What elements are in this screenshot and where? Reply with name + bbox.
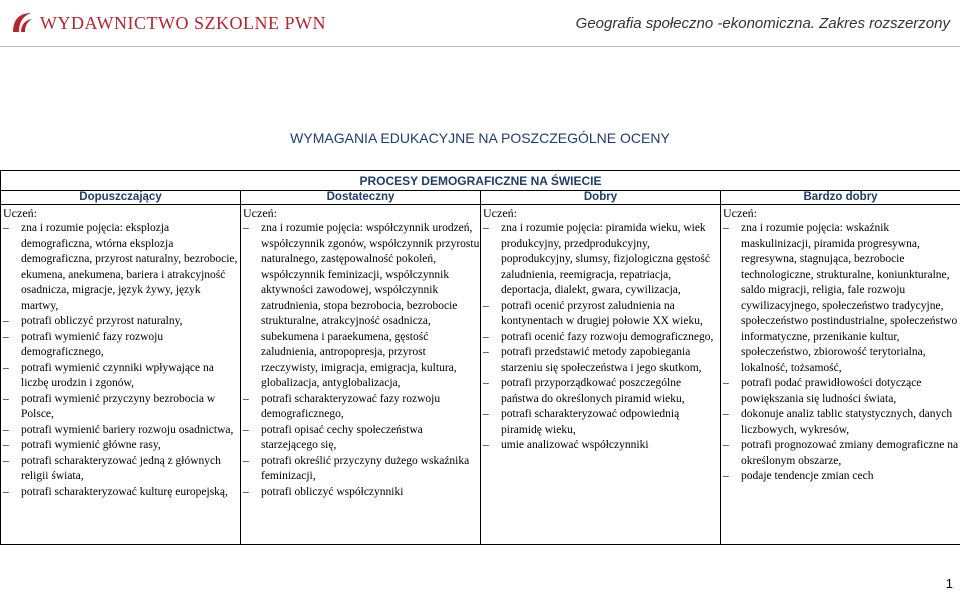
page-header — [0, 0, 960, 50]
list-item: – potrafi scharakteryzować jedną z głównych religii świata, — [1, 454, 240, 485]
publisher-name: WYDAWNICTWO SZKOLNE PWN — [40, 13, 327, 33]
list-item: – potrafi wymienić główne rasy, — [1, 438, 240, 454]
grade-header-dopuszczajacy: Dopuszczający — [1, 191, 241, 205]
list-item: – potrafi wymienić fazy rozwoju demograficznego, — [1, 330, 240, 361]
list-item: – potrafi opisać cechy społeczeństwa starzejącego się, — [241, 423, 480, 454]
column-bardzo-dobry — [721, 205, 960, 545]
list-item: – potrafi wymienić przyczyny bezrobocia w Polsce, — [1, 392, 240, 423]
book-title: Geografia społeczno -ekonomiczna. Zakres rozszerzony — [575, 15, 950, 32]
column-dopuszczajacy — [1, 205, 241, 545]
list-item: – zna i rozumie pojęcia: wskaźnik maskulinizacji, piramida progresywna, regresywna, stagnująca, bezrobocie technologiczne, strukturalne, koniunkturalne, saldo migracji, religia, fale rozwoju cywilizacyjnego, społeczeństwo tradycyjne, społeczeństwo postindustrialne, społeczeństwo informatyczne, przenikanie kultur, społeczeństwo, zbiorowość terytorialna, lokalność, tożsamość, — [721, 221, 960, 376]
list-item: – potrafi obliczyć współczynniki — [241, 485, 480, 501]
list-item: – potrafi przedstawić metody zapobiegania starzeniu się społeczeństwa i jego skutkom, — [481, 345, 720, 376]
list-item: – potrafi przyporządkować poszczególne państwa do określonych piramid wieku, — [481, 376, 720, 407]
list-item: – potrafi wymienić czynniki wpływające na liczbę urodzin i zgonów, — [1, 361, 240, 392]
list-item: – potrafi ocenić przyrost zaludnienia na kontynentach w drugiej połowie XX wieku, — [481, 299, 720, 330]
header-divider — [0, 46, 960, 47]
requirements-table — [0, 170, 960, 545]
grade-header-dostateczny: Dostateczny — [241, 191, 481, 205]
page-number: 1 — [945, 576, 953, 591]
document-title: WYMAGANIA EDUKACYJNE NA POSZCZEGÓLNE OCENY — [290, 130, 670, 146]
column-intro: Uczeń: — [483, 206, 517, 220]
grade-header-dobry: Dobry — [481, 191, 721, 205]
column-intro: Uczeń: — [723, 206, 757, 220]
list-item: – umie analizować współczynniki — [481, 438, 720, 454]
requirement-list — [481, 221, 720, 454]
section-title: PROCESY DEMOGRAFICZNE NA ŚWIECIE — [1, 171, 960, 191]
list-item: – dokonuje analiz tablic statystycznych, danych liczbowych, wykresów, — [721, 407, 960, 438]
list-item: – potrafi wymienić bariery rozwoju osadnictwa, — [1, 423, 240, 439]
list-item: – potrafi ocenić fazy rozwoju demograficznego, — [481, 330, 720, 346]
column-intro: Uczeń: — [243, 206, 277, 220]
list-item: – zna i rozumie pojęcia: eksplozja demograficzna, wtórna eksplozja demograficzna, przyrost naturalny, bezrobocie, ekumena, anekumena, bariera i atrakcyjność osadnicza, migracje, język żywy, język martwy, — [1, 221, 240, 314]
column-intro: Uczeń: — [3, 206, 37, 220]
list-item: – potrafi prognozować zmiany demograficzne na określonym obszarze, — [721, 438, 960, 469]
list-item: – potrafi scharakteryzować fazy rozwoju demograficznego, — [241, 392, 480, 423]
list-item: – zna i rozumie pojęcia: współczynnik urodzeń, współczynnik zgonów, współczynnik przyrostu naturalnego, zastępowalność pokoleń, współczynnik feminizacji, współczynnik aktywności zawodowej, współczynnik zatrudnienia, stopa bezrobocia, bezrobocie strukturalne, atrakcyjność osadnicza, subekumena i paraekumena, gęstość zaludnienia, antropopresja, przyrost rzeczywisty, imigracja, emigracja, kultura, globalizacja, antyglobalizacja, — [241, 221, 480, 392]
requirement-list — [241, 221, 480, 500]
list-item: – podaje tendencje zmian cech — [721, 469, 960, 485]
list-item: – potrafi scharakteryzować odpowiednią piramidę wieku, — [481, 407, 720, 438]
grade-header-bardzo-dobry: Bardzo dobry — [721, 191, 960, 205]
pwn-logo-icon — [9, 10, 35, 36]
requirement-list — [1, 221, 240, 500]
list-item: – potrafi obliczyć przyrost naturalny, — [1, 314, 240, 330]
grade-header-row — [1, 191, 960, 205]
column-dobry — [481, 205, 721, 545]
list-item: – zna i rozumie pojęcia: piramida wieku, wiek produkcyjny, przedprodukcyjny, poprodukcyjny, slumsy, fizjologiczna gęstość zaludnienia, reemigracja, repatriacja, deportacja, dialekt, gwara, cywilizacja, — [481, 221, 720, 299]
list-item: – potrafi podać prawidłowości dotyczące powiększania się ludności świata, — [721, 376, 960, 407]
requirements-row — [1, 205, 960, 545]
requirement-list — [721, 221, 960, 485]
list-item: – potrafi scharakteryzować kulturę europejską, — [1, 485, 240, 501]
list-item: – potrafi określić przyczyny dużego wskaźnika feminizacji, — [241, 454, 480, 485]
column-dostateczny — [241, 205, 481, 545]
